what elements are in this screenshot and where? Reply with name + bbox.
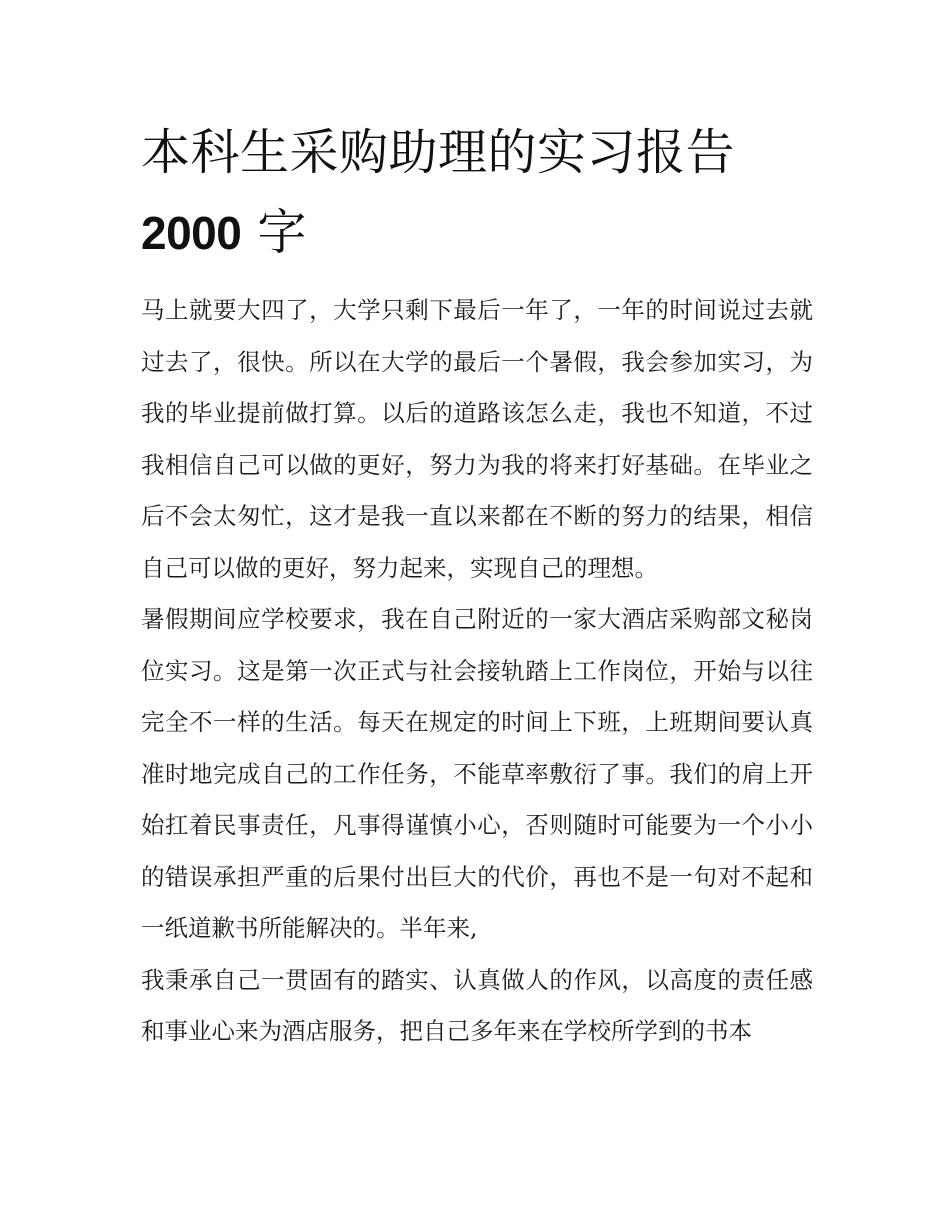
paragraph-3: 我秉承自己一贯固有的踏实、认真做人的作风，以高度的责任感和事业心来为酒店服务，把自己多年来在学校所学到的书本: [141, 965, 813, 1045]
paragraph-2: 暑假期间应学校要求，我在自己附近的一家大酒店采购部文秘岗位实习。这是第一次正式与社会接轨踏上工作岗位，开始与以往完全不一样的生活。每天在规定的时间上下班，上班期间要认真准时地完成自己的工作任务，不能草率敷衍了事。我们的肩上开始扛着民事责任，凡事得谨慎小心，否则随时可能要为一个小小的错误承担严重的后果付出巨大的代价，再也不是一句对不起和一纸道歉书所能解决的。半年来,: [141, 605, 813, 942]
title-number: 2000: [141, 207, 242, 259]
document-body: [141, 285, 813, 1058]
document-title: [141, 113, 813, 273]
paragraph-1: 马上就要大四了，大学只剩下最后一年了，一年的时间说过去就过去了，很快。所以在大学的最后一个暑假，我会参加实习，为我的毕业提前做打算。以后的道路该怎么走，我也不知道，不过我相信自己可以做的更好，努力为我的将来打好基础。在毕业之后不会太匆忙，这才是我一直以来都在不断的努力的结果，相信自己可以做的更好，努力起来，实现自己的理想。: [141, 296, 813, 582]
title-suffix: 字: [257, 204, 307, 261]
title-text: 本科生采购助理的实习报告: [141, 124, 736, 181]
document-content: [141, 113, 813, 1058]
